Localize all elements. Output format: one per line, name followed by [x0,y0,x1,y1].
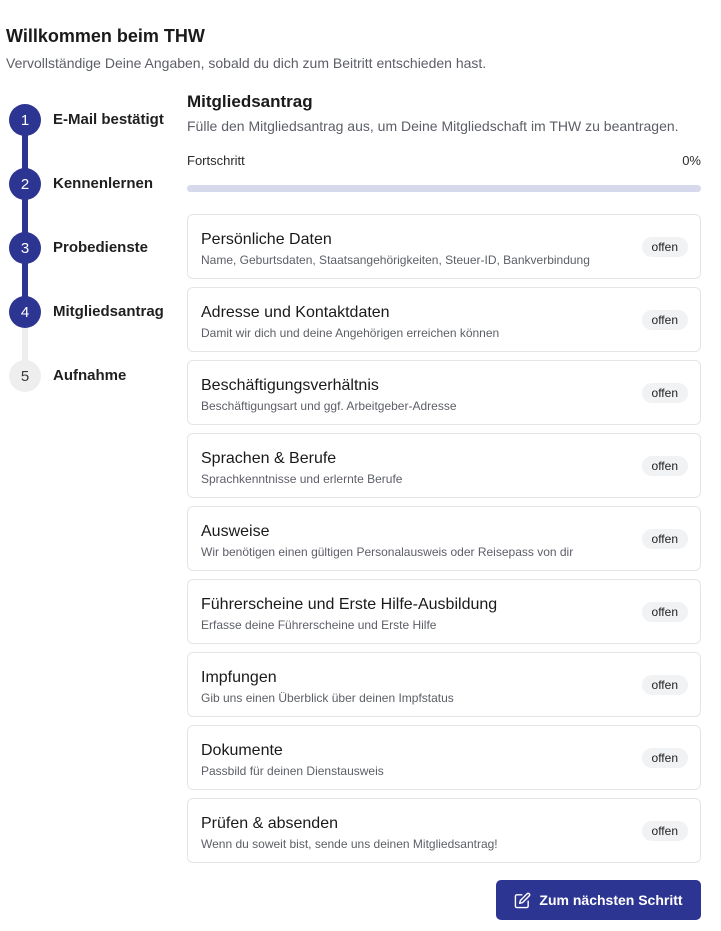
next-step-button[interactable] [496,880,701,920]
status-badge: offen [642,310,688,330]
section-card-personal-data[interactable] [187,214,701,279]
section-card-id-documents[interactable] [187,506,701,571]
stepper-line-active [22,120,28,312]
card-title: Adresse und Kontaktdaten [201,304,390,321]
step-label: Probedienste [53,239,149,256]
page-title: Willkommen beim THW [6,26,205,46]
step-mitgliedsantrag [9,296,179,328]
step-label: Mitgliedsantrag [53,303,164,320]
card-description: Damit wir dich und deine Angehörigen erreichen können [201,326,500,340]
section-card-licenses-first-aid[interactable] [187,579,701,644]
card-description: Wir benötigen einen gültigen Personalausweis oder Reisepass von dir [201,545,574,559]
progress-label: Fortschritt [187,153,245,168]
status-badge: offen [642,821,688,841]
card-title: Beschäftigungsverhältnis [201,377,379,394]
status-badge: offen [642,383,688,403]
step-number: 3 [9,232,41,264]
card-title: Ausweise [201,523,270,540]
progress-percent: 0% [682,153,701,168]
card-description: Gib uns einen Überblick über deinen Impfstatus [201,691,454,705]
section-card-vaccinations[interactable] [187,652,701,717]
step-label: Kennenlernen [53,175,154,192]
card-title: Führerscheine und Erste Hilfe-Ausbildung [201,596,498,613]
status-badge: offen [642,529,688,549]
card-title: Impfungen [201,669,277,686]
card-description: Sprachkenntnisse und erlernte Berufe [201,472,403,486]
card-description: Erfasse deine Führerscheine und Erste Hilfe [201,618,437,632]
next-step-label: Zum nächsten Schritt [539,892,683,908]
step-aufnahme [9,360,179,392]
step-label: E-Mail bestätigt [53,111,164,128]
step-number: 1 [9,104,41,136]
section-card-review-submit[interactable] [187,798,701,863]
step-kennenlernen [9,168,179,200]
card-title: Dokumente [201,742,283,759]
membership-application-panel [187,91,701,851]
progress-bar [187,185,701,192]
status-badge: offen [642,675,688,695]
page-subtitle: Vervollständige Deine Angaben, sobald du dich zum Beitritt entschieden hast. [6,55,487,71]
step-number: 5 [9,360,41,392]
status-badge: offen [642,748,688,768]
step-label: Aufnahme [53,367,127,384]
section-card-employment[interactable] [187,360,701,425]
section-card-languages-professions[interactable] [187,433,701,498]
status-badge: offen [642,602,688,622]
card-description: Name, Geburtsdaten, Staatsangehörigkeiten, Steuer-ID, Bankverbindung [201,253,590,267]
card-description: Passbild für deinen Dienstausweis [201,764,384,778]
step-number: 2 [9,168,41,200]
step-email-confirmed [9,104,179,136]
section-description: Fülle den Mitgliedsantrag aus, um Deine Mitgliedschaft im THW zu beantragen. [187,118,679,134]
edit-icon [514,892,531,909]
step-number: 4 [9,296,41,328]
step-probedienste [9,232,179,264]
status-badge: offen [642,237,688,257]
section-card-documents[interactable] [187,725,701,790]
status-badge: offen [642,456,688,476]
card-title: Sprachen & Berufe [201,450,337,467]
section-title: Mitgliedsantrag [187,92,313,111]
progress-header [187,153,701,171]
section-card-address-contact[interactable] [187,287,701,352]
card-description: Wenn du soweit bist, sende uns deinen Mitgliedsantrag! [201,837,498,851]
card-description: Beschäftigungsart und ggf. Arbeitgeber-Adresse [201,399,457,413]
card-title: Prüfen & absenden [201,815,338,832]
card-title: Persönliche Daten [201,231,332,248]
